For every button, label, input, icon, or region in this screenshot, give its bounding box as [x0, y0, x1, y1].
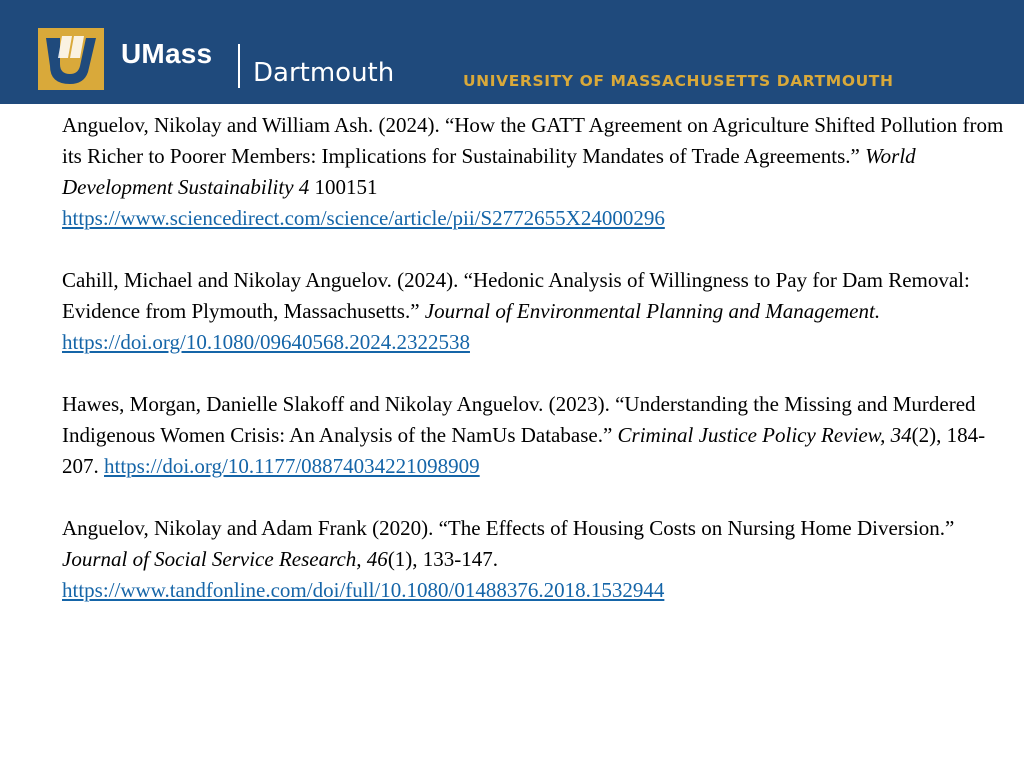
reference-link[interactable]: https://doi.org/10.1080/09640568.2024.2322538 [62, 330, 470, 354]
reference-journal: Journal of Social Service Research, 46 [62, 547, 388, 571]
reference-details: (1), 133-147. [387, 547, 499, 571]
header-divider [238, 44, 240, 88]
reference-journal: Criminal Justice Policy Review, 34 [617, 423, 912, 447]
header-bar [0, 0, 1024, 104]
brand-name: UMass [121, 38, 213, 69]
reference-citation: Anguelov, Nikolay and William Ash. (2024). “How the GATT Agreement on Agriculture Shifted Pollution from its Richer to Poorer Members: Implications for Sustainability Mandates of Trade Agreements.” [62, 113, 1004, 168]
reference-citation: Anguelov, Nikolay and Adam Frank (2020). “The Effects of Housing Costs on Nursing Home Diversion.” [62, 516, 955, 540]
reference-journal: Journal of Environmental Planning and Management. [424, 299, 881, 323]
reference-citation: Cahill, Michael and Nikolay Anguelov. (2024). “Hedonic Analysis of Willingness to Pay for Dam Removal: Evidence from Plymouth, Massachusetts.” [62, 268, 970, 323]
umass-logo-icon [38, 28, 104, 90]
reference-item [62, 265, 1012, 358]
reference-link[interactable]: https://www.tandfonline.com/doi/full/10.1080/01488376.2018.1532944 [62, 578, 665, 602]
reference-item [62, 513, 1012, 606]
campus-name: Dartmouth [253, 58, 395, 88]
references-list [62, 110, 1012, 637]
reference-item [62, 110, 1012, 234]
reference-details: 100151 [309, 175, 378, 199]
reference-link[interactable]: https://www.sciencedirect.com/science/article/pii/S2772655X24000296 [62, 206, 665, 230]
reference-journal: World Development Sustainability 4 [62, 144, 916, 199]
reference-citation: Hawes, Morgan, Danielle Slakoff and Nikolay Anguelov. (2023). “Understanding the Missing and Murdered Indigenous Women Crisis: An Analysis of the NamUs Database.” [62, 392, 976, 447]
university-name: UNIVERSITY OF MASSACHUSETTS DARTMOUTH [463, 72, 894, 90]
reference-details: (2), 184-207. [62, 423, 986, 478]
reference-item [62, 389, 1012, 482]
reference-link[interactable]: https://doi.org/10.1177/08874034221098909 [104, 454, 480, 478]
